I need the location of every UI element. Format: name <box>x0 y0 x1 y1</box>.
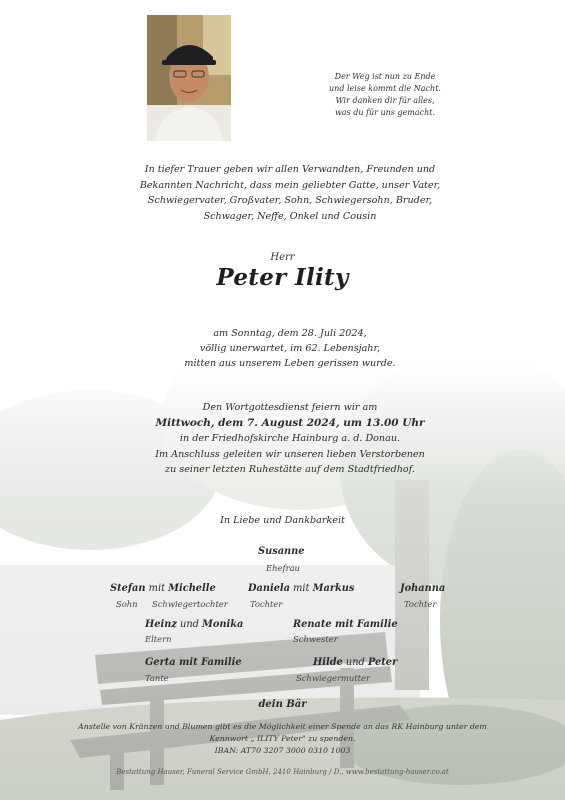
family-role: Schwiegertochter <box>152 599 228 609</box>
family-name: Gerta mit Familie <box>145 657 242 668</box>
family-susanne <box>258 546 305 557</box>
salutation: Herr <box>270 252 295 263</box>
family-daniela-markus <box>248 583 354 594</box>
donation-iban: IBAN: AT70 3207 3000 0310 1003 <box>214 746 351 755</box>
donation-line: Kennwort „ ILITY Peter" zu spenden. <box>209 734 356 743</box>
poem-line: Wir danken dir für alles, <box>335 96 435 105</box>
connector: mit <box>148 583 166 594</box>
family-stefan-michelle <box>110 583 216 594</box>
service-date: Mittwoch, dem 7. August 2024, um 13.00 Uhr <box>155 416 425 429</box>
donation-line: Anstelle von Kränzen und Blumen gibt es die Möglichkeit einer Spende an das RK Hainburg unter dem <box>78 722 487 731</box>
family-heinz-monika <box>145 619 243 630</box>
bear-signature: dein Bär <box>258 699 307 710</box>
announcement-line: In tiefer Trauer geben wir allen Verwandten, Freunden und <box>144 164 436 175</box>
funeral-service-info <box>70 400 510 478</box>
family-role: Schwiegermutter <box>296 673 370 683</box>
donation-notice <box>55 721 510 757</box>
family-hilde-peter <box>313 657 397 668</box>
family-role: Tante <box>145 673 169 683</box>
deceased-name: Peter Ility <box>216 264 349 291</box>
death-notice <box>90 326 490 371</box>
death-line: am Sonntag, dem 28. Juli 2024, <box>213 328 367 339</box>
service-location: in der Friedhofskirche Hainburg a. d. Donau. <box>179 433 401 444</box>
portrait-photo <box>147 15 231 141</box>
family-name: Heinz <box>145 619 177 630</box>
family-name: Markus <box>312 583 355 594</box>
connector: mit <box>293 583 310 594</box>
closing-phrase: In Liebe und Dankbarkeit <box>220 515 345 526</box>
family-role: Schwester <box>293 634 338 644</box>
family-role: Ehefrau <box>266 563 300 573</box>
family-role: Tochter <box>250 599 283 609</box>
announcement-line: Schwager, Neffe, Onkel und Cousin <box>203 210 377 222</box>
death-line: mitten aus unserem Leben gerissen wurde. <box>184 358 396 369</box>
family-name: Michelle <box>168 583 216 594</box>
announcement-text <box>80 162 500 224</box>
family-name: Peter <box>367 657 398 668</box>
connector: und <box>180 619 199 630</box>
family-role: Eltern <box>145 634 172 644</box>
family-name: Johanna <box>400 583 446 594</box>
family-name: Renate mit Familie <box>293 619 398 630</box>
family-name: Stefan <box>110 583 146 594</box>
announcement-line: Bekannten Nachricht, dass mein geliebter Gatte, unser Vater, <box>139 179 441 191</box>
family-name: Monika <box>202 619 244 630</box>
poem <box>285 71 485 119</box>
death-line: völlig unerwartet, im 62. Lebensjahr, <box>199 343 381 354</box>
family-role: Sohn <box>116 599 138 609</box>
family-name: Daniela <box>248 583 290 594</box>
family-name: Susanne <box>258 546 305 557</box>
funeral-home-footer: Bestattung Hauser, Funeral Service GmbH, 2410 Hainburg / D., www.bestattung-hauser.co.at <box>116 768 449 776</box>
poem-line: Der Weg ist nun zu Ende <box>334 72 436 81</box>
service-burial-line: zu seiner letzten Ruhestätte auf dem Stadtfriedhof. <box>165 464 415 475</box>
poem-line: was du für uns gemacht. <box>334 108 436 117</box>
family-renate <box>293 619 398 630</box>
poem-line: und leise kommt die Nacht. <box>329 84 441 93</box>
service-burial-line: Im Anschluss geleiten wir unseren lieben Verstorbenen <box>155 448 425 460</box>
family-role: Tochter <box>404 599 437 609</box>
announcement-line: Schwiegervater, Großvater, Sohn, Schwiegersohn, Bruder, <box>147 195 433 207</box>
service-intro: Den Wortgottesdienst feiern wir am <box>202 402 378 413</box>
family-name: Hilde <box>313 657 343 668</box>
family-gerta <box>145 657 242 668</box>
family-johanna <box>400 583 445 594</box>
connector: und <box>345 657 365 668</box>
